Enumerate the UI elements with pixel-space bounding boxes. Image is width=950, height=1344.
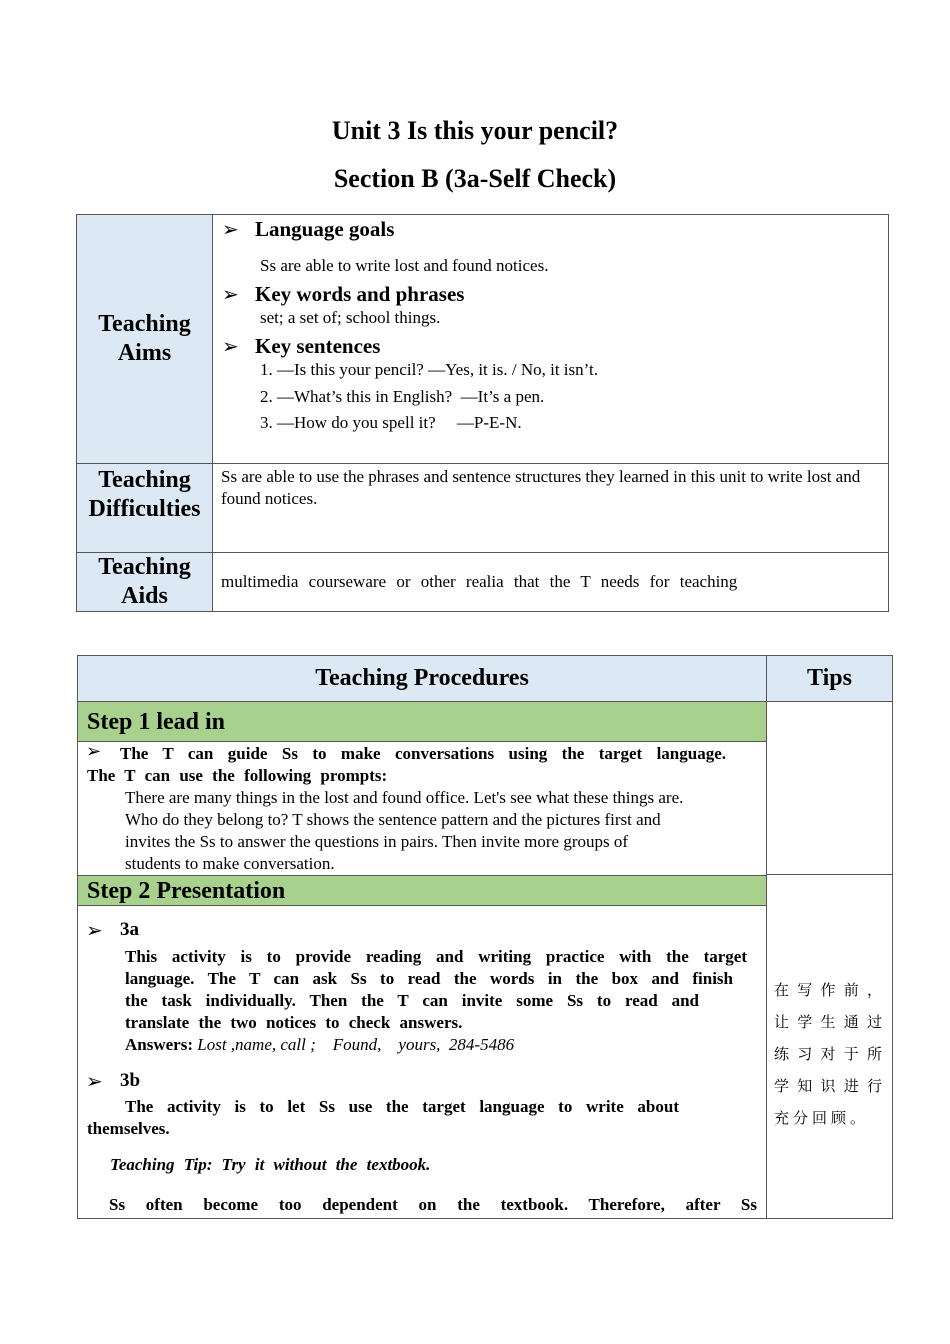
step1-prompt-2: Who do they belong to? T shows the sentence pattern and the pictures first and — [125, 810, 661, 829]
key-words-text: set; a set of; school things. — [260, 308, 441, 327]
step2-3a-line-2: language. The T can ask Ss to read the words in the box and finish — [125, 969, 733, 988]
tips-header: Tips — [767, 656, 892, 702]
answers-label: Answers: — [125, 1035, 193, 1054]
key-sentences-heading: Key sentences — [255, 334, 381, 358]
arrow-bullet-icon: ➢ — [222, 284, 239, 306]
step2-answers — [125, 1034, 514, 1056]
step2-3b-line-1: The activity is to let Ss use the target language to write about — [125, 1097, 679, 1116]
aims-table — [76, 214, 889, 612]
key-sentence-1: 1. —Is this your pencil? —Yes, it is. / No, it isn’t. — [260, 360, 598, 379]
difficulties-text: Ss are able to use the phrases and sentence structures they learned in this unit to write lost and found notices. — [221, 467, 861, 508]
row-teaching-aims — [77, 215, 888, 464]
step2-3a-label: 3a — [120, 919, 139, 940]
row-teaching-difficulties — [77, 464, 888, 553]
key-words-heading: Key words and phrases — [255, 282, 465, 306]
tips-divider — [767, 874, 892, 875]
arrow-bullet-icon: ➢ — [86, 1071, 103, 1093]
language-goals-heading: Language goals — [255, 217, 395, 241]
step2-3b-line-2: themselves. — [87, 1119, 170, 1138]
tips-text: 在写作前，让学生通过练习对于所学知识进行充分回顾。 — [774, 981, 886, 1127]
step1-prompt-3: invites the Ss to answer the questions in pairs. Then invite more groups of — [125, 832, 629, 851]
language-goals-text: Ss are able to write lost and found notices. — [260, 256, 549, 275]
step1-heading: Step 1 lead in — [78, 702, 766, 742]
step1-line2: The T can use the following prompts: — [87, 766, 388, 785]
key-sentence-3: 3. —How do you spell it? —P-E-N. — [260, 413, 522, 432]
column-divider — [766, 656, 767, 1218]
step2-3b-label: 3b — [120, 1070, 141, 1091]
page-title: Unit 3 Is this your pencil? — [331, 116, 619, 145]
step2-last-line: Ss often become too dependent on the textbook. Therefore, after Ss — [109, 1195, 757, 1214]
step2-3a-line-1: This activity is to provide reading and writing practice with the target — [125, 947, 747, 966]
step2-3a-line-3: the task individually. Then the T can invite some Ss to read and — [125, 991, 699, 1010]
arrow-bullet-icon: ➢ — [86, 920, 103, 942]
step1-prompt-4: students to make conversation. — [125, 854, 335, 873]
step2-heading: Step 2 Presentation — [78, 875, 766, 906]
label-teaching-aims: Teaching Aims — [77, 215, 213, 463]
answers-text: Lost ,name, call ; Found, yours, 284-5486 — [197, 1035, 515, 1054]
step1-line1: The T can guide Ss to make conversations using the target language. — [120, 744, 726, 763]
page-subtitle: Section B (3a-Self Check) — [333, 164, 617, 193]
arrow-bullet-icon: ➢ — [222, 336, 239, 358]
arrow-bullet-icon: ➢ — [86, 741, 102, 761]
aids-text: multimedia courseware or other realia that the T needs for teaching — [221, 572, 738, 591]
label-teaching-difficulties: Teaching Difficulties — [77, 464, 213, 552]
step1-prompt-1: There are many things in the lost and found office. Let's see what these things are. — [125, 788, 684, 807]
step2-3a-line-4: translate the two notices to check answers. — [125, 1013, 463, 1032]
aids-content — [213, 553, 888, 611]
arrow-bullet-icon: ➢ — [222, 219, 239, 241]
aims-content — [213, 215, 888, 463]
procedures-header: Teaching Procedures — [78, 656, 766, 702]
difficulties-content — [213, 464, 888, 552]
label-teaching-aids: Teaching Aids — [77, 553, 213, 611]
procedures-table — [77, 655, 893, 1219]
teaching-tip: Teaching Tip: Try it without the textbook. — [110, 1155, 431, 1174]
key-sentence-2: 2. —What’s this in English? —It’s a pen. — [260, 387, 545, 406]
row-teaching-aids — [77, 553, 888, 611]
